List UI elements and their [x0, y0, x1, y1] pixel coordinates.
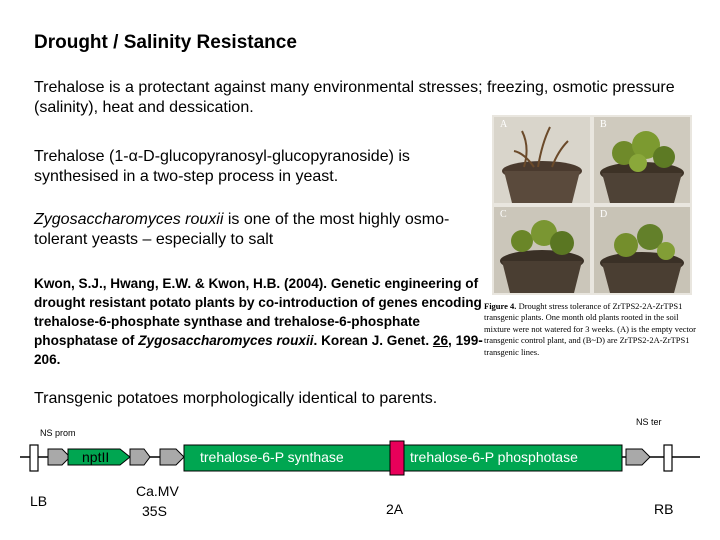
paragraph-transgenic: Transgenic potatoes morphologically identical to parents. — [34, 390, 438, 407]
synthase-label: trehalose-6-P synthase — [200, 449, 344, 465]
paragraph-zygosaccharomyces — [34, 210, 474, 250]
photo-panel-c — [494, 207, 590, 293]
panel-label-b: B — [600, 119, 607, 130]
slide-title: Drought / Salinity Resistance — [34, 32, 297, 53]
para3-rest: is one of the most highly osmo-tolerant yeasts – especially to salt — [34, 211, 450, 248]
panel-label-a: A — [500, 119, 508, 130]
reference-citation — [34, 274, 494, 369]
plant-photo-figure — [492, 115, 692, 295]
gene-construct-diagram — [0, 405, 720, 540]
lb-label: LB — [30, 493, 48, 509]
camv-label-line2: 35S — [142, 503, 167, 519]
photo-panel-d — [594, 207, 690, 293]
ns-terminator-arrow — [130, 449, 150, 465]
two-a-label: 2A — [386, 501, 404, 517]
figure-caption — [484, 301, 698, 358]
panel-label-d: D — [600, 209, 608, 220]
paragraph-trehalose-synthesis — [34, 147, 474, 187]
ref-part3: , 199-206. — [34, 333, 483, 367]
lb-border-marker — [30, 445, 38, 471]
panel-label-c: C — [500, 209, 507, 220]
para2-prefix: Trehalose (1- — [34, 148, 129, 165]
photo-panel-a — [494, 117, 590, 203]
species-name: Zygosaccharomyces rouxii — [34, 211, 224, 228]
para2-suffix: -D-glucopyranosyl-glucopyranoside) is synthesised in a two-step process in yeast. — [34, 148, 410, 185]
two-a-linker-block — [390, 441, 404, 475]
paragraph-trehalose-protectant: Trehalose is a protectant against many environmental stresses; freezing, osmotic pressure (salinity), heat and dessication. — [34, 79, 675, 116]
pot-green-plant-image — [594, 207, 690, 293]
phosphatase-label: trehalose-6-P phosphotase — [410, 449, 578, 465]
camv-label-line1: Ca.MV — [136, 483, 179, 499]
ns-ter-label: NS ter — [636, 417, 662, 427]
ns-terminator-right-arrow — [626, 449, 650, 465]
caption-text: Drought stress tolerance of ZrTPS2-2A-ZrTPS1 transgenic plants. One month old plants rooted in the soil mixture were not watered for 3 weeks. (A) is the empty vector transgenic control plant, and (B~D) are ZrTPS2-2A-ZrTPS1 transgenic lines. — [484, 301, 696, 357]
pot-dry-plant-image — [494, 117, 590, 203]
alpha-symbol: α — [128, 148, 138, 165]
caption-label: Figure 4. — [484, 301, 517, 311]
ref-part2: . Korean J. Genet. — [313, 333, 433, 348]
camv-35s-promoter-arrow — [160, 449, 184, 465]
ns-promoter-arrow — [48, 449, 70, 465]
construct-graphic — [0, 405, 720, 540]
pot-green-plant-image — [594, 117, 690, 203]
rb-label: RB — [654, 501, 674, 517]
rb-border-marker — [664, 445, 672, 471]
ref-species: Zygosaccharomyces rouxii — [138, 333, 314, 348]
nptii-label: nptII — [82, 449, 110, 465]
ns-prom-label: NS prom — [40, 428, 76, 438]
pot-green-plant-image — [494, 207, 590, 293]
ref-volume: 26 — [432, 333, 449, 348]
ref-part1: Kwon, S.J., Hwang, E.W. & Kwon, H.B. (2004). Genetic engineering of drought resistant potato plants by co-introduction of genes encoding trehalose-6-phosphate synthase and trehalose-6-phosphate phosphatase of — [34, 276, 482, 348]
photo-panel-b — [594, 117, 690, 203]
